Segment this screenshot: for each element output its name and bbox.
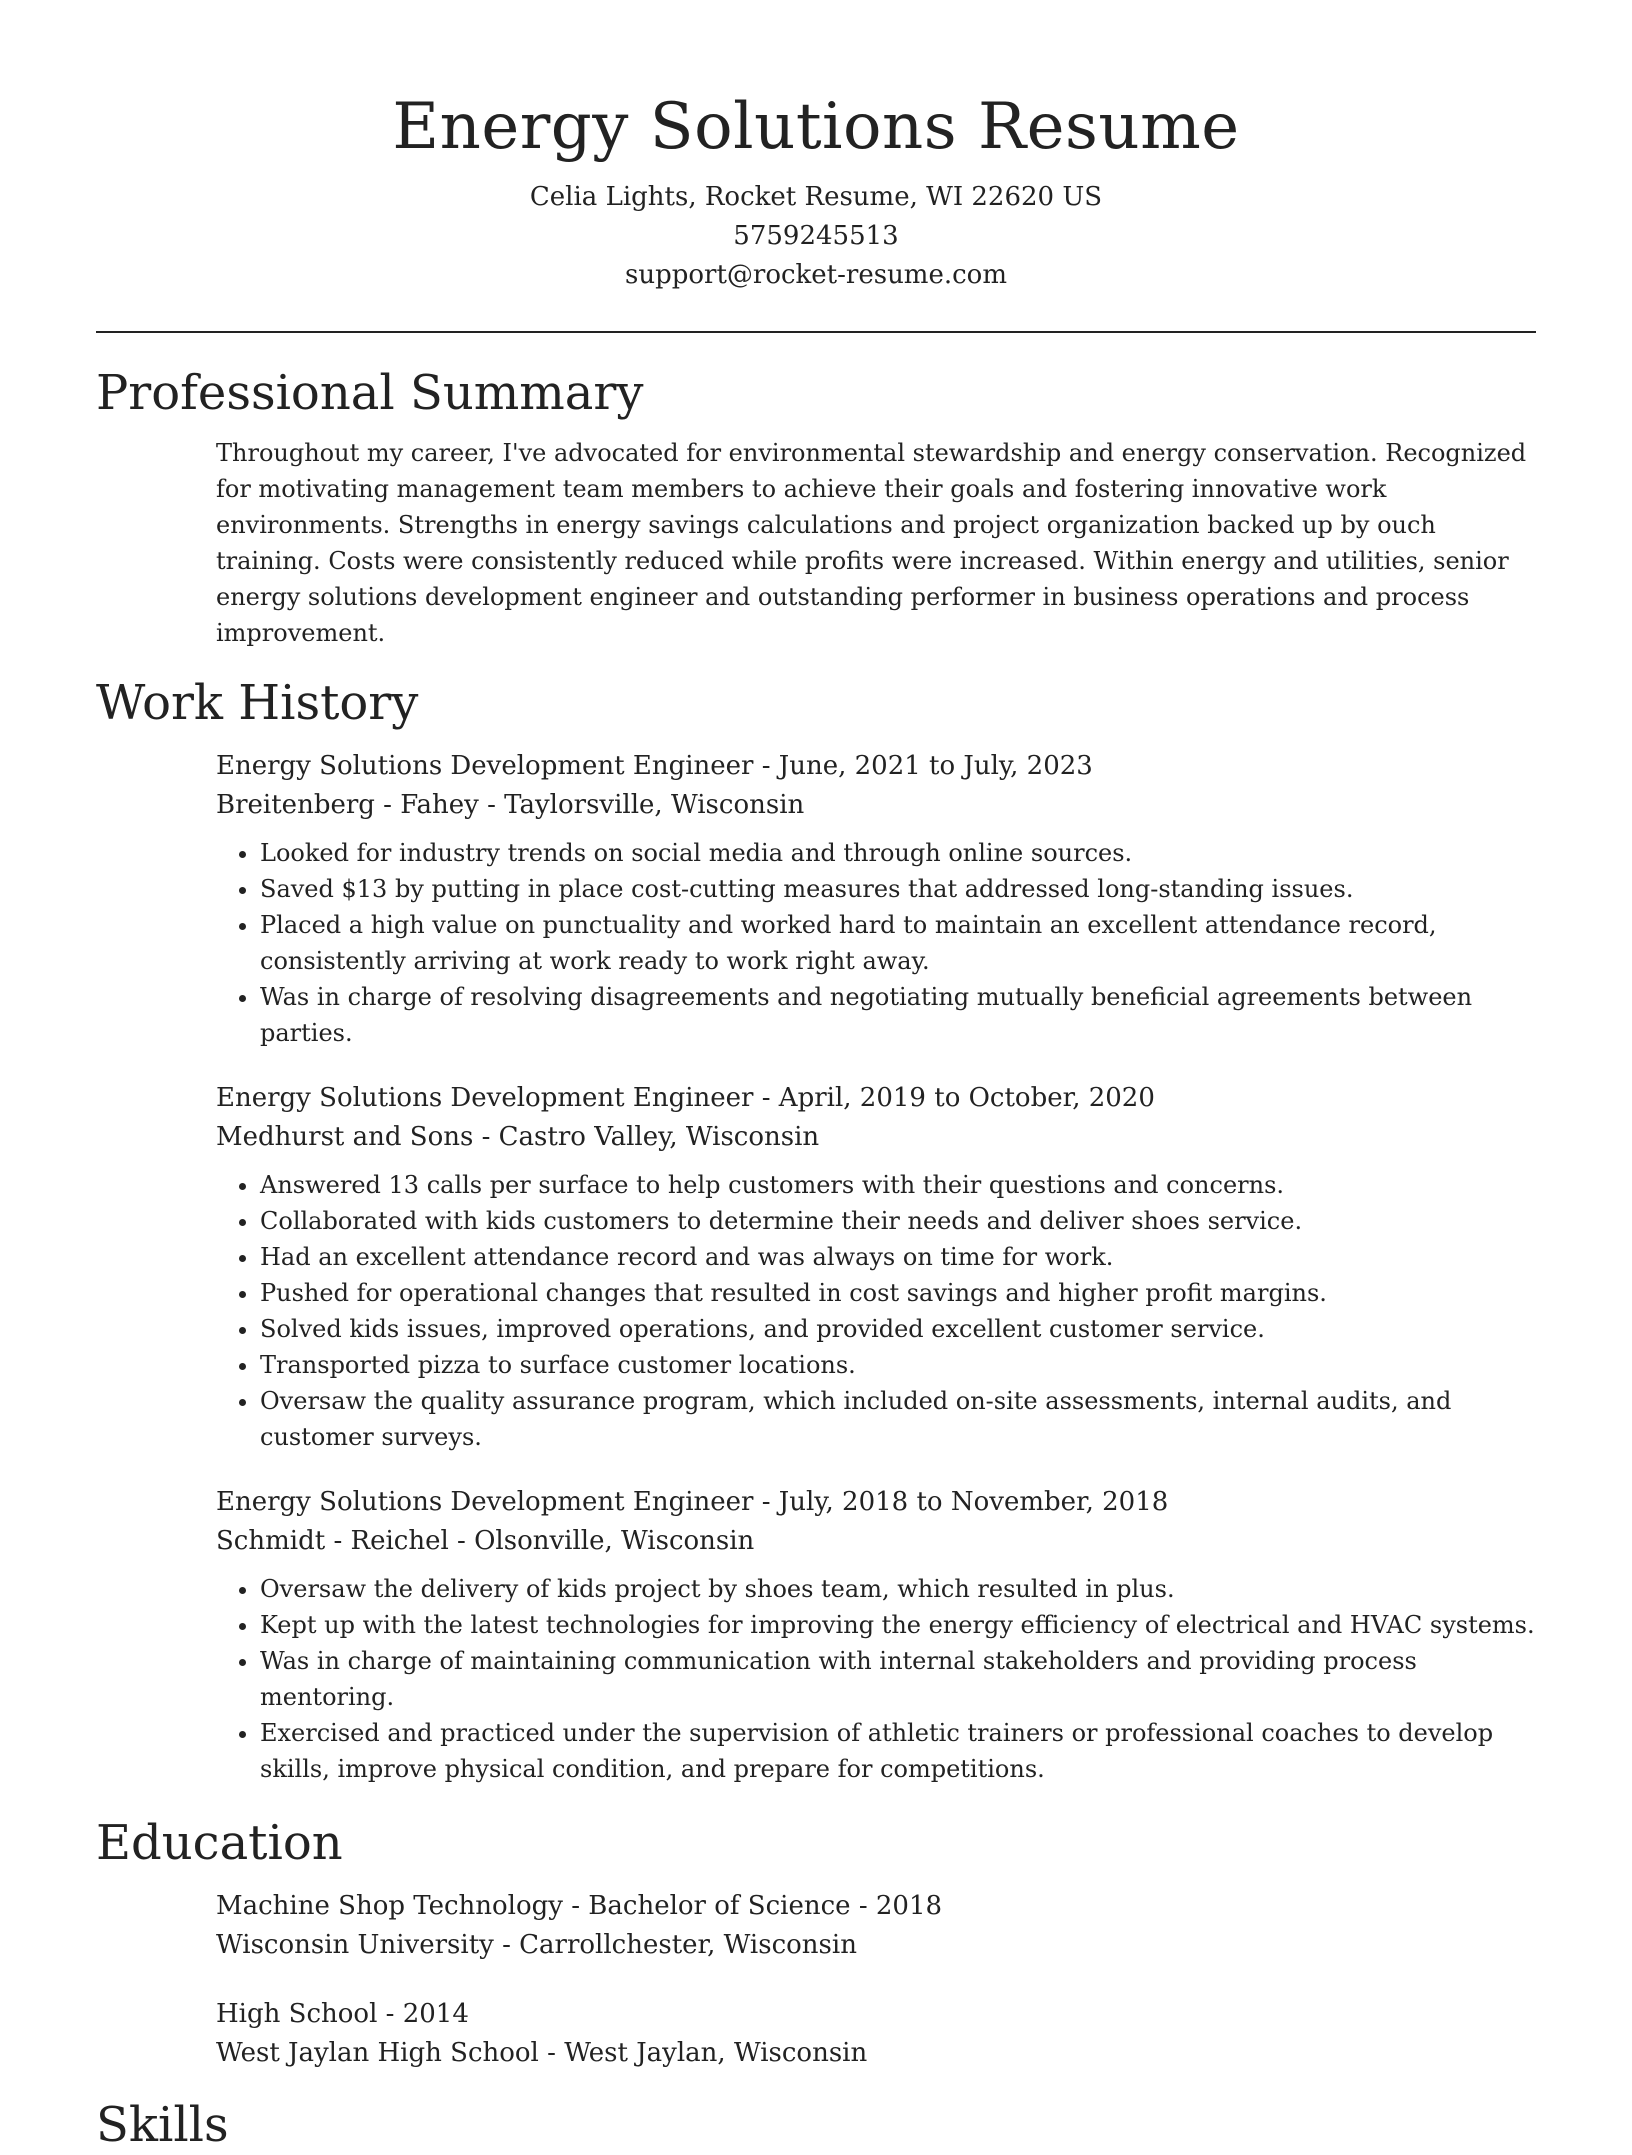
list-item: • Oversaw the delivery of kids project by shoes team, which resulted in plus.	[260, 1571, 1536, 1607]
education-school: West Jaylan High School	[216, 2038, 539, 2068]
education-degree: High School	[216, 1999, 378, 2029]
list-item: • Collaborated with kids customers to determine their needs and deliver shoes service.	[260, 1203, 1536, 1239]
list-item: • Answered 13 calls per surface to help customers with their questions and concerns.	[260, 1167, 1536, 1203]
list-item: • Oversaw the quality assurance program, which included on-site assessments, internal audits, and customer surveys.	[260, 1383, 1536, 1455]
job-company: Schmidt - Reichel	[216, 1526, 449, 1556]
education-list	[216, 1887, 1536, 2073]
resume-page	[96, 0, 1536, 2155]
education-school: Wisconsin University	[216, 1930, 494, 1960]
contact-block	[96, 178, 1536, 295]
resume-title: Energy Solutions Resume	[392, 90, 1240, 164]
job-title-line	[216, 1079, 1536, 1118]
education-year: - 2014	[377, 1999, 469, 2029]
education-school-line	[216, 2034, 1536, 2073]
header-divider	[96, 331, 1536, 333]
list-item: • Kept up with the latest technologies for improving the energy efficiency of electrical and HVAC systems.	[260, 1607, 1536, 1643]
job-entry	[216, 1483, 1536, 1787]
job-bullets	[216, 1167, 1536, 1455]
work-history-section	[96, 673, 1536, 1787]
education-location: - West Jaylan, Wisconsin	[538, 2038, 868, 2068]
list-item: • Transported pizza to surface customer locations.	[260, 1347, 1536, 1383]
job-bullets	[216, 1571, 1536, 1787]
education-entry	[216, 1887, 1536, 1965]
summary-heading: Professional Summary	[96, 365, 644, 421]
job-company-line	[216, 1118, 1536, 1157]
job-title-line	[216, 747, 1536, 786]
job-location: - Castro Valley, Wisconsin	[473, 1122, 820, 1152]
list-item: • Placed a high value on punctuality and worked hard to maintain an excellent attendance record, consistently arriving at work ready to work right away.	[260, 907, 1536, 979]
skills-heading: Skills	[96, 2097, 229, 2153]
list-item: • Saved $13 by putting in place cost-cutting measures that addressed long-standing issues.	[260, 871, 1536, 907]
job-dates: - July, 2018 to November, 2018	[753, 1487, 1169, 1517]
list-item: • Exercised and practiced under the supervision of athletic trainers or professional coaches to develop skills, improve physical condition, and prepare for competitions.	[260, 1715, 1536, 1787]
education-school-line	[216, 1926, 1536, 1965]
work-history-heading: Work History	[96, 675, 419, 731]
job-company-line	[216, 786, 1536, 825]
job-location: - Olsonville, Wisconsin	[448, 1526, 755, 1556]
job-company: Breitenberg - Fahey	[216, 790, 479, 820]
education-degree: Machine Shop Technology - Bachelor of Science	[216, 1891, 851, 1921]
job-company-line	[216, 1522, 1536, 1561]
job-title-line	[216, 1483, 1536, 1522]
education-location: - Carrollchester, Wisconsin	[493, 1930, 857, 1960]
job-dates: - April, 2019 to October, 2020	[753, 1083, 1155, 1113]
list-item: • Was in charge of resolving disagreements and negotiating mutually beneficial agreements between parties.	[260, 979, 1536, 1051]
education-degree-line	[216, 1887, 1536, 1926]
list-item: • Was in charge of maintaining communication with internal stakeholders and providing process mentoring.	[260, 1643, 1536, 1715]
list-item: • Solved kids issues, improved operations, and provided excellent customer service.	[260, 1311, 1536, 1347]
job-bullets	[216, 835, 1536, 1051]
list-item: • Had an excellent attendance record and was always on time for work.	[260, 1239, 1536, 1275]
summary-text: Throughout my career, I've advocated for environmental stewardship and energy conservation. Recognized for motivating management team members to achieve their goals and fostering innovative work environments. Strengths in energy savings calculations and project organization backed up by ouch training. Costs were consistently reduced while profits were increased. Within energy and utilities, senior energy solutions development engineer and outstanding performer in business operations and process improvement.	[216, 439, 1527, 647]
job-dates: - June, 2021 to July, 2023	[753, 751, 1093, 781]
education-entry	[216, 1995, 1536, 2073]
education-degree-line	[216, 1995, 1536, 2034]
education-heading: Education	[96, 1815, 343, 1871]
contact-phone: 5759245513	[733, 221, 899, 251]
list-item: • Pushed for operational changes that resulted in cost savings and higher profit margins.	[260, 1275, 1536, 1311]
list-item: • Looked for industry trends on social media and through online sources.	[260, 835, 1536, 871]
job-role: Energy Solutions Development Engineer	[216, 1083, 754, 1113]
job-entry	[216, 747, 1536, 1051]
summary-section	[96, 363, 1536, 651]
contact-address: Celia Lights, Rocket Resume, WI 22620 US	[529, 182, 1103, 212]
job-role: Energy Solutions Development Engineer	[216, 751, 754, 781]
job-entry	[216, 1079, 1536, 1455]
job-company: Medhurst and Sons	[216, 1122, 474, 1152]
resume-header	[96, 0, 1536, 295]
skills-section	[96, 2095, 1536, 2155]
education-year: - 2018	[850, 1891, 943, 1921]
job-role: Energy Solutions Development Engineer	[216, 1487, 754, 1517]
job-location: - Taylorsville, Wisconsin	[478, 790, 805, 820]
contact-email: support@rocket-resume.com	[624, 260, 1007, 290]
jobs-list	[216, 747, 1536, 1787]
education-section	[96, 1813, 1536, 2073]
